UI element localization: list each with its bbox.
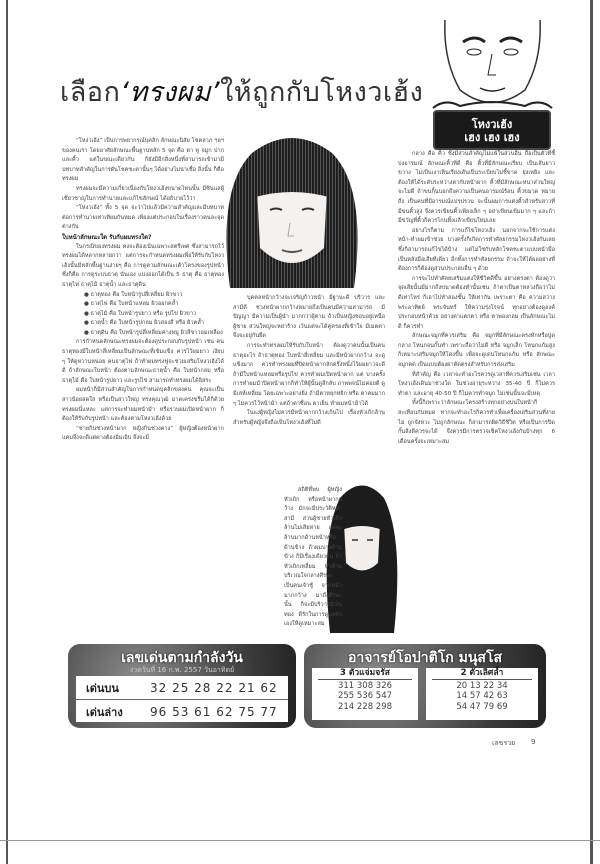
lucky-numbers-table	[76, 676, 288, 722]
paragraph: การกำหนดลักษณะทรงผมจะต้องดูประกอบกับรูปหน้า เช่น คนธาตุทองมีใบหน้าสี่เหลี่ยมเป็นลักษณะที่เข้มแข็ง ควรไว้ผมยาว เงียบ ๆ ให้ดูหวานหน่อย คนธาตุไฟ ถ้าทำผมทรงฟูจะช่วยเสริมโหงวเฮ้งได้ดี ถ้าลักษณะใบหน้า ต้องตามลักษณะธาตุน้ำ คือ ใบหน้ากลม หรือ ธาตุไม้ คือ ใบหน้ารูปยาว และรูปไข่ สามารถทำทรงผมได้อิสระ	[62, 339, 224, 384]
paragraph: ในแง่ผู้หญิงไม่ควรมีหน้าผากกว้างเกินไป เรื่องหัวเถิกล้านสำหรับผู้หญิงจึงถือเป็นโหงวเฮ้งที่ไม่ดี	[233, 410, 385, 426]
horoscope-badge	[425, 20, 560, 150]
article-title	[60, 70, 423, 113]
three-digit-table	[312, 668, 418, 720]
paragraph: การจะทำทรงผมให้รับกับใบหน้า ต้องดูว่าคนนั้นเป็นคนธาตุอะไร ถ้าธาตุทอง ใบหน้าสี่เหลี่ยม และมีหน้าผากกว้าง จะดูแข็งมาก ควรทำทรงผมที่ปิดหน้าผากลักครึ่งหนึ่งไว้ผมยาวจะดี ถ้ามีใบหน้าแหลมหรือรูปไข่ ควรทำผมเปิดหน้าผาก แต่ บางครั้งการทำผมม้าปิดหน้าผากก็ทำให้ผู้นั้นดูลึกลับ ภาพพจน์ไม่ค่อยดี ดูมีเล่ห์เหลี่ยม โดยเฉพาะอย่างยิ่ง ถ้ามีตาหยุกหยิก หรือ ตาคมมาก ๆ ไม่ควรไว้หน้าม้า แต่ถ้าตาซื่อน ตาเย็น ทำผมหน้าม้าได้	[233, 342, 385, 407]
page-number: 9	[531, 738, 536, 746]
table-header: 2 ตัวเลิศล้ำ	[432, 668, 532, 680]
scan-edge-bottom	[0, 840, 600, 841]
badge-banner	[433, 110, 551, 150]
title-part: ให้ถูกกับโหงวเฮ้ง	[220, 77, 424, 108]
paragraph: สถิติที่พบ ผู้หญิงหัวเถิก หรือหน้าผากกว้าง มักจะมีประวัติหย่าสามี ส่วนผู้ชายหัวเถิกล้านไม่เสียหาย แต่จะล้านมากด้านหน้าหรือด้านข้าง ถ้าผมบางด้านข้าง ก็มีเรื่องเดียวกัน ถ้าหัวเถิกเหลี่ยม หัวล้านบริเวณใจกลางศีรษะ เป็นคนเจ้าชู้ จากหน้ามากกว้าง มาถึงศีรษะนั้น ก็จะมีบริวารมีเงินทอง ดีรักในการดูแลตัวเองให้ดูเหมาะสม	[284, 487, 342, 628]
article-column-left	[62, 137, 224, 444]
title-emphasis: ‘ทรงผม’	[120, 77, 221, 108]
scan-edge-right	[590, 0, 593, 864]
table-header: 3 ตัวแจ่มจรัส	[318, 668, 412, 680]
paragraph: “โหงวเฮ้ง” ทั้ง 5 จุด จะว่าไปแล้วมีความสำคัญและมีบทบาทต่อการทำนายเท่าเทียมกันหมด เพียงแต่ประกอบในเรื่องราวคนละจุดต่างกัน	[62, 205, 224, 231]
lucky-numbers-box	[68, 644, 296, 728]
list-item: ● ธาตุดิน คือ ใบหน้ารูปสี่เหลี่ยมคางหมู ผิวสีขาวอมเหลือง	[84, 329, 223, 336]
number-line: 214 228 298	[337, 701, 393, 712]
paragraph: อย่างไรก็ตาม การแก้ไขโหงวเฮ้ง นอกจากจะใช้การแต่งหน้า-ทำผมเข้าช่วย บางครั้งก็เกิดการทำศัลยกรรมโหงวเฮ้งกันเลย ซึ่งก็สามารถแก้ไขได้บ้าง แต่ไม่ใช่กับหลักโชคชะตาแบบหน้ามือเป็นหลังมือเสียทีเดียว อีกทั้งการทำศัลยกรรม ถ้าจะให้ได้ผลอย่างที่ต้องการก็ต้องดูส่วนประกอบอื่น ๆ ด้วย	[398, 227, 555, 273]
paragraph: ลักษณะจมูกที่ควรเสริม คือ จมูกที่มีลักษณะตรงหักหรือปูดกลาง โหนกจนกั้นทำ เพราะถือว่าไม่ดี หรือ จมูกเล็ก โหนกแก้มสูง ก็เหมาะเสริมจมูกให้โด่งขึ้น เพื่อจะดูเด่นโหนกแก้ม หรือ ลักษณะจมูกคด เป็นแบบต้องผ่าตัดตรงสำหรับการส่งเสริม	[398, 333, 555, 369]
number-line: 20 13 22 34	[456, 680, 508, 691]
paragraph: ผมหน้าก็มีส่วนสำคัญในการกำหนดบุคลิกของคน คุณจะเป็นสาวน้อยสดใส หรือเป็นสาวใหญ่ ทรงคุณวุฒิ มาดเคร่งขรึมได้ก็ด้วยทรงผมนี่แหละ แต่การจะทำผมหน้าม้า หรือรวบผมเปิดหน้าผาก ก็ต้องให้รับกับรูปหน้า และต้องตามโหงวเฮ้งด้วย	[62, 387, 224, 423]
paragraph: “ชายกินช่วงหน้าผาก หญิงกินช่วงคาง” ผู้หญิงต้องหน้าผากแคบจึงจะดีแต่คางต้องอิ่มเอิบ จึงจะมี	[62, 425, 224, 442]
article-column-middle	[233, 294, 385, 428]
master-numbers-box	[304, 644, 546, 728]
list-item: ● ธาตุไม้ คือ ใบหน้ารูปยาว หรือ รูปไข่ ผิวขาว	[84, 310, 197, 317]
scan-edge-left	[6, 0, 8, 864]
badge-line: เฮง เฮง เฮง	[464, 131, 520, 144]
table-row	[76, 700, 288, 723]
bob-hairstyle-photo	[212, 128, 372, 293]
number-line: 14 57 42 63	[456, 691, 508, 701]
paragraph: “โหงวเฮ้ง” เป็นการพยากรณ์บุคลิก ลักษณะนิสัย โชคลาภ ฯลฯ ของคนเรา โดยอาศัยลักษณะพื้นฐานหลัก 5 จุด คือ ตา หู จมูก ปาก และคิ้ว แต่ในขณะเดียวกัน ก็ยังมีอีกสิ่งหนึ่งที่สามารถเข้ามามีบทบาทสำคัญในการผันโชคชะตานั้นๆ ได้อย่างไม่น่าเชื่อ สิ่งนั้น ก็คือ ทรงผม	[62, 138, 224, 183]
number-line: 311 308 326	[337, 680, 393, 691]
list-item: ● ธาตุทอง คือ ใบหน้ารูปสี่เหลี่ยม ผิวขาว	[84, 291, 183, 298]
paragraph: ในกรณีของทรงผม คงจะต้องเน้นเฉพาะสตรีเพศ ซึ่งสามารถไว้ทรงผมได้หลากหลายกว่า แต่การจะกำหนดทรงผมเพื่อให้รับกับโหงวเฮ้งนั้นมีหลักพื้นฐานง่ายๆ คือ การดูตามลักษณะเค้าโครงของรูปหน้า ซึ่งก็คือ การดูระบบธาตุ นั่นเอง แบ่งออกได้เป็น 5 ธาตุ คือ ธาตุทอง ธาตุไฟ ธาตุไม้ ธาตุน้ำ และธาตุดิน	[62, 243, 224, 288]
box-title: เลขเด่นตามกำลังวัน	[121, 650, 243, 666]
row-numbers: 96 53 61 62 75 77	[150, 704, 278, 719]
number-line: 54 47 79 69	[456, 701, 508, 712]
box-title: อาจารย์โอปาติโก มนุสโส	[347, 650, 503, 666]
two-digit-table	[426, 668, 538, 720]
list-item: ● ธาตุไฟ คือ ใบหน้าแหลม ผิวออกคล้ำ	[84, 301, 179, 308]
paragraph: ทั้งนี้ก็เพราะว่าลักษณะโครงสร้างทุกอย่างบนใบหน้าก็สะเทือนกันหมด หากจะทำอะไรก็ควรทำเพื่อเครื่องเสริมส่วนที่ง่ายไม่ ถูกจังหวะ ไม่ถูกลักษณะ ก็สามารถผิดวิธีชีวิต หรือเป็นการปิดกั้นสิ่งดีควรจะได้ จึงควรมีการตรวจเช็คโหงวเฮ้งกันบ้างทุก 6 เดือนครั้งจะเหมาะสม	[398, 400, 555, 445]
face-sketch-icon	[425, 20, 560, 115]
paragraph: บุคคลหน้ากว้างจะเจริญก้าวหน้า มีฐานะดี บริวาร และสามีดี ช่วงหน้าผากกว้างหมายถึงเป็นคนมีความสามารถ มีปัญญา มีความเป็นผู้นำ มากกว่าผู้ตาม ถ้าเป็นหญิงชอบอยู่เหนือผู้ชาย ส่วนใหญ่จะหย่าร้าง เว้นแต่จะได้คู่ครองที่เข้าใจ มีเมตตาจึงจะอยู่กันยืด	[233, 295, 385, 340]
subheading: ใบหน้าลักษณะใด รับกับผมทรงใด?	[62, 233, 152, 241]
paragraph: ที่สำคัญ คือ เวลาจะทำอะไรควรดูเวลาที่ควรเสริมเช่น เวลาโหงวเฮ้งเดินมาช่วงใด ในช่วงอายุระหว่าง 35-40 ปี ก็ไม่ควรทำตา และอายุ 40-50 ปี ก็ไม่ควรทำจมูก ไม่เช่นนั้นจะมีเหตุ	[398, 371, 555, 397]
article-column-narrow	[284, 486, 342, 630]
list-item: ● ธาตุน้ำ คือ ใบหน้ารูปกลม ผิวสองสี หรือ ผิวคล้ำ	[84, 320, 204, 327]
paragraph: ทรงผมจะมีความเกี่ยวเนื่องกับโหงวเฮ้งขนาดไหนนั้น มีซินแสผู้เชี่ยวชาญในการทำนายและแก้ไขลักษณ์ ได้อธิบายไว้ว่า	[62, 185, 224, 202]
magazine-name: เลขรวย	[492, 739, 516, 747]
title-part: เลือก	[60, 77, 121, 108]
row-numbers: 32 25 28 22 21 62	[150, 680, 278, 695]
table-row	[76, 676, 288, 700]
row-label: เด่นล่าง	[86, 705, 123, 719]
box-subtitle: งวดวันที่ 16 ก.พ. 2557 วันอาทิตย์	[129, 666, 235, 674]
article-column-right	[398, 150, 555, 447]
number-line: 255 536 547	[337, 691, 393, 701]
badge-line: โหงวเฮ้ง	[471, 118, 513, 131]
paragraph: กลาง คือ คิ้ว ซึ่งมีส่วนสำคัญไม่แพ้ในส่วนอื่น ถือเป็นตัวที่ชี้บ่งอารมณ์ ลักษณะคิ้วที่ดี คือ คิ้วที่มีลักษณะเรียบ เป็นเส้นยาวขวาง ไม่เป็นเงาเห็นเรียงเส้นเป็นระเบียบไม่ชี้ขาด ยุ่งเหยิง และต้องให้ได้ระดับระหว่างตากับหน้าผาก คิ้วที่มีลักษณะหนาส่วนใหญ่จะไม่ดี ถ้าขนกิ้นบอกถึงความเป็นคนอารมณ์ร้อน คิ้วขมวด หมายถึง เป็นคนที่มีอารมณ์แปรปรวน จะนั้นผมการแต่งคิ้วสำหรับสาวที่มีขนคิ้วสูง จึงควรเขียนคิ้วเพียงเล็ก ๆ อย่าเขียนเข้มมาก ๆ และถ้ามีขวัญที่คิ้วก็ควรโกนทิ้งแล้วเขียนใหม่เลย	[398, 151, 555, 225]
paragraph: การจะไปทำศัลยเสริมแต่งให้ชีวิตดีขึ้น อย่างตรงตา ต้องดูว่าจุดเสียนั้นมีมากถึงขนาดต้องทำนั้นเช่น ถ้าตาเป็นตาหลวงถือว่าไม่ดีเท่าไหร่ ก็เอาไปทำสองชั้น ให้เท่ากัน เพราะตา คือ ความสว่าง พระอาทิตย์ พระจันทร์ ให้ความรุ่งโรจน์ ทุกอย่างต้องดูองค์ประกอบหน้าด้วย อย่างตาแตกตา หรือ ตาพองกลม เป็นลักษณะไม่ดี ก็ควรทำ	[398, 275, 555, 330]
row-label: เด่นบน	[86, 681, 119, 695]
